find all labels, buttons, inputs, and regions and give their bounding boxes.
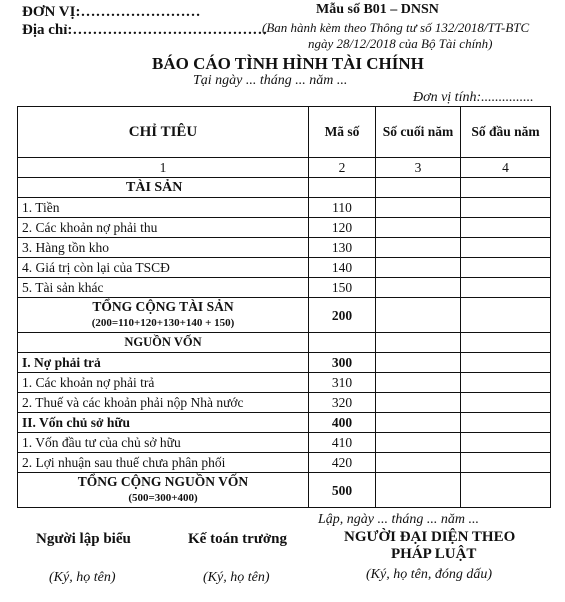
row-label: I. Nợ phải trả bbox=[18, 353, 309, 373]
legal-rep-title-line2: PHÁP LUẬT bbox=[391, 546, 477, 562]
col-header-end-year: Số cuối năm bbox=[376, 107, 461, 158]
row-end-year-value[interactable] bbox=[376, 198, 461, 218]
legal-rep-note: (Ký, họ tên, đóng dấu) bbox=[366, 567, 492, 582]
row-code: 410 bbox=[309, 433, 376, 453]
row-end-year-value[interactable] bbox=[376, 393, 461, 413]
row-label: II. Vốn chủ sở hữu bbox=[18, 413, 309, 433]
table-header-row bbox=[18, 107, 551, 158]
row-total-title: TỔNG CỘNG NGUỒN VỐN bbox=[77, 474, 249, 489]
row-code: 500 bbox=[309, 473, 376, 508]
row-start-year-value[interactable] bbox=[461, 258, 551, 278]
sign-date-line: Lập, ngày ... tháng ... năm ... bbox=[318, 512, 479, 527]
accountant-note: (Ký, họ tên) bbox=[203, 570, 270, 585]
col-number-2: 2 bbox=[309, 158, 376, 178]
col-header-code: Mã số bbox=[309, 107, 376, 158]
row-end-year-value[interactable] bbox=[376, 178, 461, 198]
table-row bbox=[18, 238, 551, 258]
row-label: 1. Vốn đầu tư của chủ sở hữu bbox=[18, 433, 309, 453]
financial-report-table bbox=[17, 106, 551, 508]
table-row bbox=[18, 298, 551, 333]
col-number-3: 3 bbox=[376, 158, 461, 178]
row-start-year-value[interactable] bbox=[461, 353, 551, 373]
row-end-year-value[interactable] bbox=[376, 333, 461, 353]
table-row bbox=[18, 433, 551, 453]
row-label bbox=[18, 298, 309, 333]
row-end-year-value[interactable] bbox=[376, 278, 461, 298]
table-row bbox=[18, 278, 551, 298]
row-start-year-value[interactable] bbox=[461, 238, 551, 258]
row-label: 1. Các khoản nợ phải trả bbox=[18, 373, 309, 393]
row-start-year-value[interactable] bbox=[461, 473, 551, 508]
row-total-formula: (500=300+400) bbox=[128, 492, 198, 504]
table-row bbox=[18, 198, 551, 218]
form-note-line2: ngày 28/12/2018 của Bộ Tài chính) bbox=[308, 36, 493, 51]
row-code bbox=[309, 333, 376, 353]
row-label: NGUỒN VỐN bbox=[18, 333, 309, 353]
row-total-formula: (200=110+120+130+140 + 150) bbox=[91, 317, 235, 329]
column-number-row bbox=[18, 158, 551, 178]
col-header-indicator: CHỈ TIÊU bbox=[18, 107, 309, 158]
row-code bbox=[309, 178, 376, 198]
col-header-start-year: Số đầu năm bbox=[461, 107, 551, 158]
row-label: 2. Các khoản nợ phải thu bbox=[18, 218, 309, 238]
row-label: 5. Tài sản khác bbox=[18, 278, 309, 298]
preparer-title: Người lập biểu bbox=[36, 531, 131, 547]
row-label bbox=[18, 473, 309, 508]
row-start-year-value[interactable] bbox=[461, 413, 551, 433]
row-start-year-value[interactable] bbox=[461, 453, 551, 473]
report-title: BÁO CÁO TÌNH HÌNH TÀI CHÍNH bbox=[152, 54, 424, 73]
form-note-line1: (Ban hành kèm theo Thông tư số 132/2018/TT-BTC bbox=[262, 20, 530, 35]
table-row bbox=[18, 258, 551, 278]
form-code: Mẫu số B01 – DNSN bbox=[316, 2, 439, 17]
col-number-1: 1 bbox=[18, 158, 309, 178]
row-start-year-value[interactable] bbox=[461, 278, 551, 298]
preparer-note: (Ký, họ tên) bbox=[49, 570, 116, 585]
row-start-year-value[interactable] bbox=[461, 333, 551, 353]
row-code: 140 bbox=[309, 258, 376, 278]
row-code: 120 bbox=[309, 218, 376, 238]
row-code: 200 bbox=[309, 298, 376, 333]
unit-label: ĐƠN VỊ:…………………… bbox=[22, 4, 201, 20]
row-code: 320 bbox=[309, 393, 376, 413]
row-label: 2. Lợi nhuận sau thuế chưa phân phối bbox=[18, 453, 309, 473]
row-total-title: TỔNG CỘNG TÀI SẢN bbox=[92, 299, 234, 314]
row-end-year-value[interactable] bbox=[376, 218, 461, 238]
row-end-year-value[interactable] bbox=[376, 413, 461, 433]
address-label: Địa chỉ:………………………………… bbox=[22, 22, 268, 38]
table-row bbox=[18, 178, 551, 198]
row-end-year-value[interactable] bbox=[376, 258, 461, 278]
table-row bbox=[18, 333, 551, 353]
report-date-line: Tại ngày ... tháng ... năm ... bbox=[193, 73, 348, 88]
table-row bbox=[18, 373, 551, 393]
row-code: 400 bbox=[309, 413, 376, 433]
row-start-year-value[interactable] bbox=[461, 198, 551, 218]
row-label: 1. Tiền bbox=[18, 198, 309, 218]
row-start-year-value[interactable] bbox=[461, 433, 551, 453]
row-label: 3. Hàng tồn kho bbox=[18, 238, 309, 258]
table-row bbox=[18, 453, 551, 473]
row-code: 310 bbox=[309, 373, 376, 393]
table-row bbox=[18, 413, 551, 433]
row-start-year-value[interactable] bbox=[461, 373, 551, 393]
row-end-year-value[interactable] bbox=[376, 433, 461, 453]
row-label: TÀI SẢN bbox=[18, 178, 309, 198]
row-end-year-value[interactable] bbox=[376, 298, 461, 333]
row-end-year-value[interactable] bbox=[376, 238, 461, 258]
currency-unit: Đơn vị tính:............... bbox=[413, 90, 534, 105]
table-row bbox=[18, 473, 551, 508]
row-label: 2. Thuế và các khoản phải nộp Nhà nước bbox=[18, 393, 309, 413]
row-end-year-value[interactable] bbox=[376, 453, 461, 473]
row-code: 420 bbox=[309, 453, 376, 473]
accountant-title: Kế toán trưởng bbox=[188, 531, 287, 547]
table-row bbox=[18, 218, 551, 238]
row-code: 110 bbox=[309, 198, 376, 218]
row-start-year-value[interactable] bbox=[461, 298, 551, 333]
row-code: 130 bbox=[309, 238, 376, 258]
row-code: 150 bbox=[309, 278, 376, 298]
table-row bbox=[18, 353, 551, 373]
row-end-year-value[interactable] bbox=[376, 373, 461, 393]
row-label: 4. Giá trị còn lại của TSCĐ bbox=[18, 258, 309, 278]
row-code: 300 bbox=[309, 353, 376, 373]
row-start-year-value[interactable] bbox=[461, 178, 551, 198]
row-end-year-value[interactable] bbox=[376, 473, 461, 508]
col-number-4: 4 bbox=[461, 158, 551, 178]
table-row bbox=[18, 393, 551, 413]
row-start-year-value[interactable] bbox=[461, 218, 551, 238]
legal-rep-title-line1: NGƯỜI ĐẠI DIỆN THEO bbox=[344, 529, 516, 545]
row-end-year-value[interactable] bbox=[376, 353, 461, 373]
row-start-year-value[interactable] bbox=[461, 393, 551, 413]
